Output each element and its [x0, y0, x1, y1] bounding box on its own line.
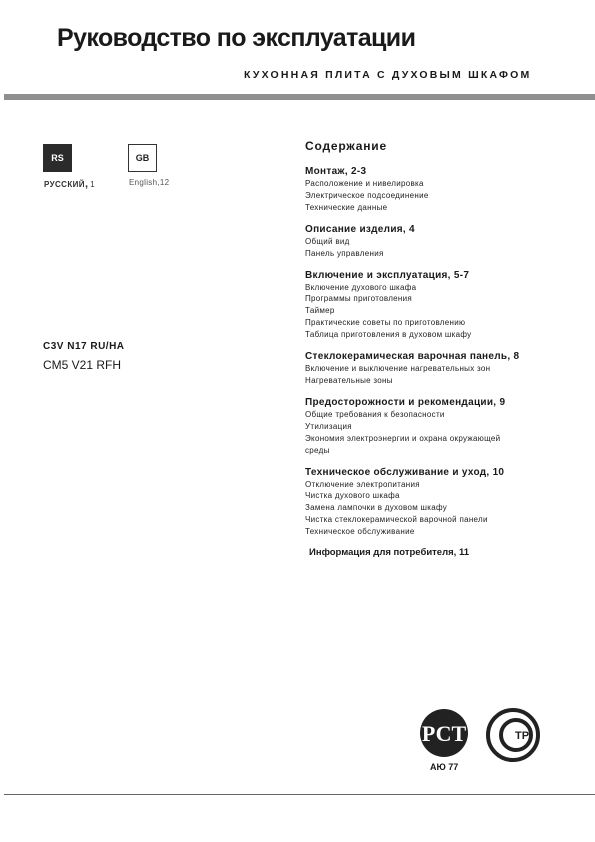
toc-section: [305, 396, 585, 457]
toc-item[interactable]: среды: [305, 445, 330, 455]
toc-section-title[interactable]: Стеклокерамическая варочная панель, 8: [305, 351, 520, 363]
toc-section: [305, 269, 585, 342]
toc-item[interactable]: Чистка духового шкафа: [305, 491, 400, 501]
toc-section-title[interactable]: Описание изделия, 4: [305, 223, 415, 235]
toc-item[interactable]: Таблица приготовления в духовом шкафу: [305, 330, 472, 340]
toc-section: [305, 223, 585, 260]
rst-mark-icon: [420, 709, 468, 757]
toc-section-title[interactable]: Предосторожности и рекомендации, 9: [305, 396, 506, 408]
certification-logos: [418, 706, 548, 766]
document-subtitle: КУХОННАЯ ПЛИТА С ДУХОВЫМ ШКАФОМ: [244, 69, 532, 81]
toc-item[interactable]: Техническое обслуживание: [305, 527, 415, 537]
toc-item[interactable]: Утилизация: [305, 421, 352, 431]
language-label-gb: [129, 178, 169, 187]
toc-item[interactable]: Чистка стеклокерамической варочной панели: [305, 515, 488, 525]
language-separator: ,: [157, 178, 160, 187]
toc-sections: [305, 165, 585, 538]
toc-section-title[interactable]: Техническое обслуживание и уход, 10: [305, 466, 505, 478]
language-badge-rs[interactable]: RS: [43, 144, 72, 172]
toc-section-title[interactable]: Включение и эксплуатация, 5-7: [305, 269, 470, 281]
toc-item[interactable]: Практические советы по приготовлению: [305, 318, 466, 328]
toc-item[interactable]: Программы приготовления: [305, 294, 413, 304]
toc-section-title[interactable]: Монтаж, 2-3: [305, 166, 367, 177]
toc-final-entry[interactable]: Информация для потребителя, 11: [309, 547, 469, 559]
language-page: 12: [159, 178, 170, 187]
toc-item[interactable]: Расположение и нивелировка: [305, 179, 424, 188]
language-page: 1: [90, 180, 95, 189]
table-of-contents: [305, 139, 585, 558]
toc-item[interactable]: Экономия электроэнергии и охрана окружающей: [305, 433, 501, 443]
toc-item[interactable]: Нагревательные зоны: [305, 375, 393, 385]
rst-mark-text: РСТ: [421, 721, 467, 746]
language-badge-gb[interactable]: GB: [128, 144, 157, 172]
toc-item[interactable]: Таймер: [305, 306, 335, 316]
model-number: CM5 V21 RFH: [43, 358, 122, 372]
language-name: РУССКИЙ: [44, 180, 85, 189]
toc-section: [305, 466, 585, 539]
model-number: C3V N17 RU/HA: [43, 341, 125, 352]
toc-item[interactable]: Панель управления: [305, 248, 384, 258]
tr-mark-icon: [488, 710, 538, 760]
document-title: Руководство по эксплуатации: [57, 24, 416, 52]
certification-code: АЮ 77: [430, 762, 459, 772]
language-name: English: [129, 178, 158, 187]
header-rule: [4, 94, 595, 100]
toc-item[interactable]: Технические данные: [305, 202, 388, 212]
toc-item[interactable]: Отключение электропитания: [305, 479, 420, 489]
language-separator: ,: [84, 178, 89, 190]
toc-heading: Содержание: [305, 139, 387, 153]
tr-mark-text: ТР: [514, 730, 530, 742]
toc-item[interactable]: Включение духового шкафа: [305, 282, 417, 292]
toc-item[interactable]: Общие требования к безопасности: [305, 409, 445, 419]
toc-item[interactable]: Замена лампочки в духовом шкафу: [305, 503, 448, 513]
toc-section: [305, 350, 585, 387]
toc-item[interactable]: Электрическое подсоединение: [305, 190, 429, 200]
toc-section: [305, 165, 585, 214]
toc-item[interactable]: Общий вид: [305, 236, 350, 246]
language-label-rs: [44, 178, 95, 190]
footer-rule: [4, 794, 595, 795]
toc-item[interactable]: Включение и выключение нагревательных зон: [305, 364, 491, 374]
